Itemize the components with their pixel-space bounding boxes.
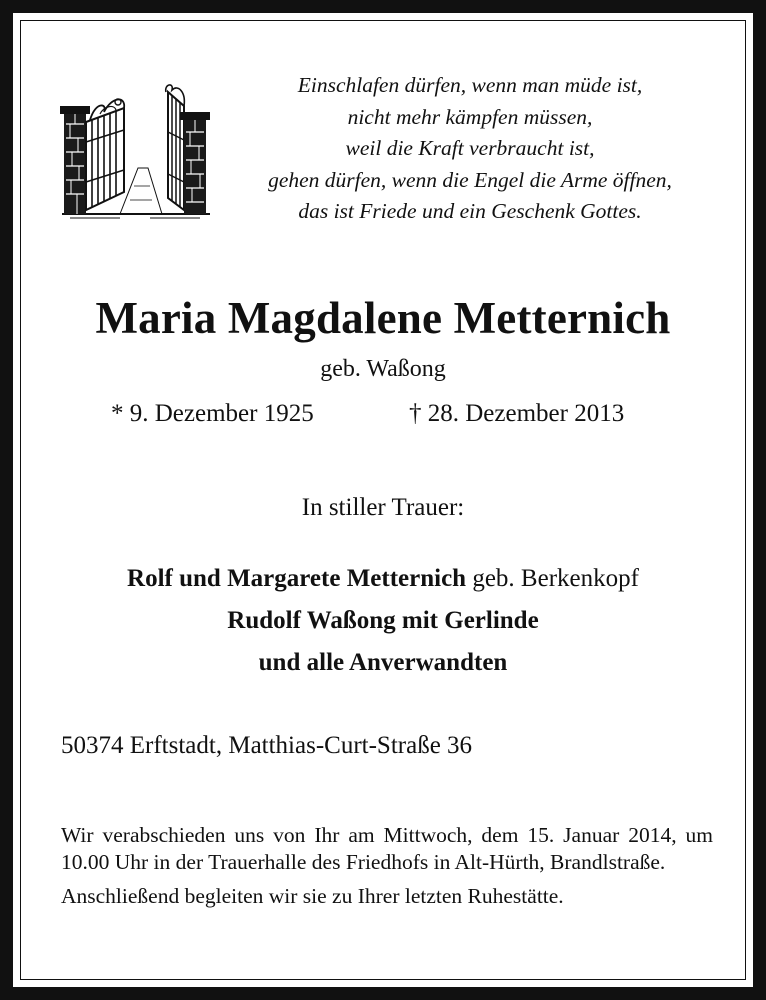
maiden-name: geb. Waßong — [320, 356, 446, 382]
poem-line: das ist Friede und ein Geschenk Gottes. — [298, 199, 642, 223]
poem-line: nicht mehr kämpfen müssen, — [347, 104, 593, 129]
family-list — [0, 558, 766, 684]
death-date: † 28. Dezember 2013 — [409, 400, 625, 427]
deceased-name: Maria Magdalene Metternich — [95, 293, 671, 343]
family-line-3: und alle Anverwandten — [258, 649, 508, 676]
address: 50374 Erftstadt, Matthias-Curt-Straße 36 — [61, 732, 473, 759]
poem-line: weil die Kraft verbraucht ist, — [345, 136, 595, 160]
poem — [205, 70, 735, 228]
poem-line: Einschlafen dürfen, wenn man müde ist, — [297, 73, 643, 97]
poem-line: gehen dürfen, wenn die Engel die Arme öffnen, — [268, 167, 672, 192]
open-gate-icon — [60, 82, 212, 222]
birth-date: * 9. Dezember 1925 — [111, 400, 314, 427]
burial-note: Anschließend begleiten wir sie zu Ihrer letzten Ruhestätte. — [61, 884, 564, 908]
mourning-heading: In stiller Trauer: — [301, 494, 465, 521]
family-line-2: Rudolf Waßong mit Gerlinde — [227, 607, 539, 634]
family-maiden-name: geb. Berkenkopf — [466, 565, 639, 592]
family-line-1 — [0, 558, 766, 600]
family-names-bold: Rolf und Margarete Metternich — [127, 565, 467, 592]
service-paragraph: Wir verabschieden uns von Ihr am Mittwoch, dem 15. Januar 2014, um 10.00 Uhr in der Trauerhalle des Friedhofs in Alt-Hürth, Brandlstraße. — [61, 823, 713, 874]
service-info — [61, 822, 713, 910]
